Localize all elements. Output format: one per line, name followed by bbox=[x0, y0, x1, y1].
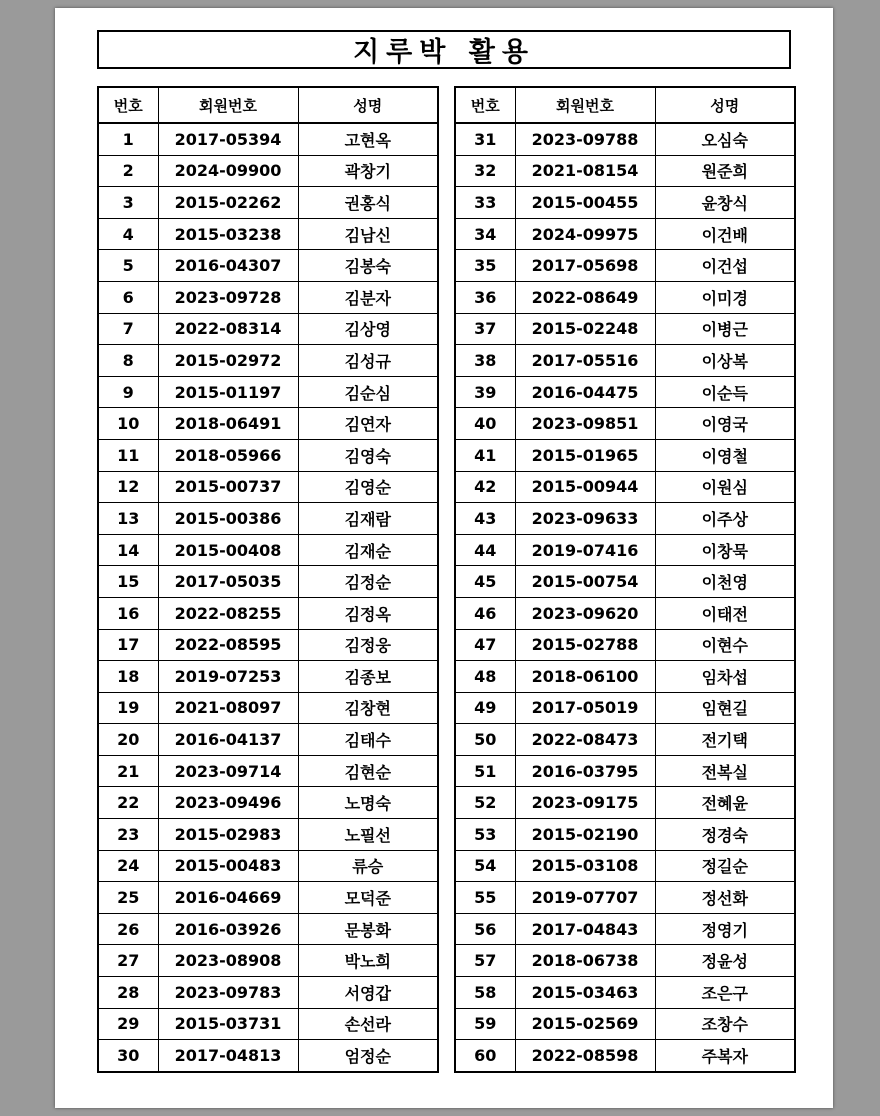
cell-number: 15 bbox=[98, 566, 158, 598]
cell-number: 10 bbox=[98, 408, 158, 440]
cell-name: 정영기 bbox=[655, 913, 795, 945]
table-row bbox=[455, 471, 795, 503]
table-row bbox=[455, 566, 795, 598]
member-table-right bbox=[454, 86, 796, 1073]
cell-number: 49 bbox=[455, 692, 515, 724]
table-row bbox=[455, 503, 795, 535]
cell-name: 김태수 bbox=[298, 724, 438, 756]
cell-member-id: 2015-02788 bbox=[515, 629, 655, 661]
cell-name: 이태전 bbox=[655, 597, 795, 629]
table-row bbox=[455, 187, 795, 219]
table-row bbox=[455, 439, 795, 471]
cell-number: 7 bbox=[98, 313, 158, 345]
cell-name: 정선화 bbox=[655, 882, 795, 914]
cell-number: 46 bbox=[455, 597, 515, 629]
cell-name: 윤창식 bbox=[655, 187, 795, 219]
cell-number: 18 bbox=[98, 661, 158, 693]
table-row bbox=[98, 882, 438, 914]
cell-number: 32 bbox=[455, 155, 515, 187]
cell-member-id: 2021-08154 bbox=[515, 155, 655, 187]
table-row bbox=[98, 534, 438, 566]
cell-number: 34 bbox=[455, 218, 515, 250]
cell-name: 임차섭 bbox=[655, 661, 795, 693]
cell-number: 6 bbox=[98, 281, 158, 313]
cell-name: 이상복 bbox=[655, 345, 795, 377]
header-name: 성명 bbox=[655, 87, 795, 123]
cell-number: 45 bbox=[455, 566, 515, 598]
cell-number: 38 bbox=[455, 345, 515, 377]
cell-member-id: 2023-09728 bbox=[158, 281, 298, 313]
cell-name: 노명숙 bbox=[298, 787, 438, 819]
table-row bbox=[455, 945, 795, 977]
cell-member-id: 2022-08649 bbox=[515, 281, 655, 313]
table-row bbox=[98, 661, 438, 693]
cell-member-id: 2015-02262 bbox=[158, 187, 298, 219]
cell-number: 53 bbox=[455, 819, 515, 851]
cell-number: 11 bbox=[98, 439, 158, 471]
cell-number: 59 bbox=[455, 1008, 515, 1040]
cell-name: 전혜윤 bbox=[655, 787, 795, 819]
table-row bbox=[98, 439, 438, 471]
cell-name: 이현수 bbox=[655, 629, 795, 661]
header-name: 성명 bbox=[298, 87, 438, 123]
cell-number: 44 bbox=[455, 534, 515, 566]
table-row bbox=[98, 597, 438, 629]
cell-number: 25 bbox=[98, 882, 158, 914]
member-table-left bbox=[97, 86, 439, 1073]
cell-name: 문봉화 bbox=[298, 913, 438, 945]
cell-number: 43 bbox=[455, 503, 515, 535]
table-row bbox=[455, 629, 795, 661]
cell-name: 이영국 bbox=[655, 408, 795, 440]
cell-name: 김분자 bbox=[298, 281, 438, 313]
cell-name: 이천영 bbox=[655, 566, 795, 598]
table-row bbox=[98, 155, 438, 187]
header-member-id: 회원번호 bbox=[515, 87, 655, 123]
table-row bbox=[455, 345, 795, 377]
cell-member-id: 2016-04475 bbox=[515, 376, 655, 408]
cell-member-id: 2018-06100 bbox=[515, 661, 655, 693]
cell-name: 이원심 bbox=[655, 471, 795, 503]
cell-name: 원준희 bbox=[655, 155, 795, 187]
table-row bbox=[455, 724, 795, 756]
cell-member-id: 2021-08097 bbox=[158, 692, 298, 724]
document-page bbox=[55, 8, 833, 1108]
cell-name: 노필선 bbox=[298, 819, 438, 851]
cell-member-id: 2015-01965 bbox=[515, 439, 655, 471]
cell-number: 24 bbox=[98, 850, 158, 882]
cell-number: 35 bbox=[455, 250, 515, 282]
cell-number: 31 bbox=[455, 123, 515, 155]
table-row bbox=[98, 376, 438, 408]
cell-name: 고현옥 bbox=[298, 123, 438, 155]
table-row bbox=[455, 1040, 795, 1072]
cell-name: 이건배 bbox=[655, 218, 795, 250]
cell-number: 50 bbox=[455, 724, 515, 756]
cell-member-id: 2017-05019 bbox=[515, 692, 655, 724]
cell-member-id: 2017-04843 bbox=[515, 913, 655, 945]
cell-number: 39 bbox=[455, 376, 515, 408]
cell-member-id: 2024-09975 bbox=[515, 218, 655, 250]
header-number: 번호 bbox=[455, 87, 515, 123]
cell-number: 28 bbox=[98, 977, 158, 1009]
cell-member-id: 2015-00408 bbox=[158, 534, 298, 566]
table-row bbox=[455, 250, 795, 282]
cell-name: 정윤성 bbox=[655, 945, 795, 977]
cell-name: 김영순 bbox=[298, 471, 438, 503]
cell-number: 56 bbox=[455, 913, 515, 945]
cell-member-id: 2017-05394 bbox=[158, 123, 298, 155]
cell-number: 19 bbox=[98, 692, 158, 724]
cell-name: 이순득 bbox=[655, 376, 795, 408]
cell-member-id: 2022-08595 bbox=[158, 629, 298, 661]
cell-member-id: 2015-02248 bbox=[515, 313, 655, 345]
cell-member-id: 2023-09714 bbox=[158, 755, 298, 787]
cell-number: 30 bbox=[98, 1040, 158, 1072]
table-row bbox=[455, 597, 795, 629]
table-row bbox=[98, 503, 438, 535]
cell-name: 엄정순 bbox=[298, 1040, 438, 1072]
cell-name: 김종보 bbox=[298, 661, 438, 693]
cell-member-id: 2017-05698 bbox=[515, 250, 655, 282]
table-row bbox=[98, 1040, 438, 1072]
cell-name: 김재순 bbox=[298, 534, 438, 566]
cell-number: 42 bbox=[455, 471, 515, 503]
table-row bbox=[455, 913, 795, 945]
cell-name: 모덕준 bbox=[298, 882, 438, 914]
cell-number: 52 bbox=[455, 787, 515, 819]
cell-name: 김정웅 bbox=[298, 629, 438, 661]
cell-number: 37 bbox=[455, 313, 515, 345]
table-row bbox=[98, 1008, 438, 1040]
cell-name: 손선라 bbox=[298, 1008, 438, 1040]
cell-name: 서영갑 bbox=[298, 977, 438, 1009]
cell-name: 김순심 bbox=[298, 376, 438, 408]
cell-number: 20 bbox=[98, 724, 158, 756]
table-header-row bbox=[98, 87, 438, 123]
cell-number: 21 bbox=[98, 755, 158, 787]
cell-member-id: 2015-00754 bbox=[515, 566, 655, 598]
table-row bbox=[98, 787, 438, 819]
cell-number: 13 bbox=[98, 503, 158, 535]
table-row bbox=[98, 345, 438, 377]
cell-number: 57 bbox=[455, 945, 515, 977]
table-row bbox=[98, 724, 438, 756]
cell-number: 22 bbox=[98, 787, 158, 819]
cell-number: 4 bbox=[98, 218, 158, 250]
table-row bbox=[455, 218, 795, 250]
cell-name: 김연자 bbox=[298, 408, 438, 440]
cell-member-id: 2023-09851 bbox=[515, 408, 655, 440]
cell-member-id: 2015-03108 bbox=[515, 850, 655, 882]
cell-number: 41 bbox=[455, 439, 515, 471]
cell-name: 오심숙 bbox=[655, 123, 795, 155]
header-number: 번호 bbox=[98, 87, 158, 123]
cell-number: 29 bbox=[98, 1008, 158, 1040]
cell-name: 임현길 bbox=[655, 692, 795, 724]
cell-name: 박노희 bbox=[298, 945, 438, 977]
cell-member-id: 2019-07416 bbox=[515, 534, 655, 566]
cell-member-id: 2019-07253 bbox=[158, 661, 298, 693]
cell-number: 8 bbox=[98, 345, 158, 377]
cell-member-id: 2017-04813 bbox=[158, 1040, 298, 1072]
cell-member-id: 2015-02190 bbox=[515, 819, 655, 851]
cell-member-id: 2015-02972 bbox=[158, 345, 298, 377]
cell-number: 23 bbox=[98, 819, 158, 851]
cell-name: 김재람 bbox=[298, 503, 438, 535]
cell-member-id: 2023-09633 bbox=[515, 503, 655, 535]
table-row bbox=[98, 850, 438, 882]
table-row bbox=[455, 123, 795, 155]
table-row bbox=[98, 977, 438, 1009]
cell-number: 2 bbox=[98, 155, 158, 187]
table-row bbox=[98, 819, 438, 851]
cell-name: 이병근 bbox=[655, 313, 795, 345]
cell-name: 권홍식 bbox=[298, 187, 438, 219]
table-row bbox=[455, 1008, 795, 1040]
cell-member-id: 2016-03926 bbox=[158, 913, 298, 945]
cell-name: 정경숙 bbox=[655, 819, 795, 851]
cell-member-id: 2024-09900 bbox=[158, 155, 298, 187]
cell-member-id: 2015-03731 bbox=[158, 1008, 298, 1040]
cell-member-id: 2015-01197 bbox=[158, 376, 298, 408]
cell-member-id: 2015-00386 bbox=[158, 503, 298, 535]
table-row bbox=[455, 882, 795, 914]
cell-member-id: 2019-07707 bbox=[515, 882, 655, 914]
cell-member-id: 2023-08908 bbox=[158, 945, 298, 977]
cell-name: 정길순 bbox=[655, 850, 795, 882]
cell-member-id: 2023-09620 bbox=[515, 597, 655, 629]
cell-member-id: 2016-04137 bbox=[158, 724, 298, 756]
cell-name: 이창묵 bbox=[655, 534, 795, 566]
cell-member-id: 2023-09496 bbox=[158, 787, 298, 819]
table-row bbox=[98, 913, 438, 945]
cell-name: 김남신 bbox=[298, 218, 438, 250]
cell-number: 40 bbox=[455, 408, 515, 440]
cell-member-id: 2023-09175 bbox=[515, 787, 655, 819]
cell-number: 14 bbox=[98, 534, 158, 566]
table-row bbox=[455, 819, 795, 851]
cell-name: 조창수 bbox=[655, 1008, 795, 1040]
cell-number: 60 bbox=[455, 1040, 515, 1072]
table-row bbox=[455, 313, 795, 345]
cell-number: 9 bbox=[98, 376, 158, 408]
cell-member-id: 2018-06491 bbox=[158, 408, 298, 440]
table-header-row bbox=[455, 87, 795, 123]
cell-number: 48 bbox=[455, 661, 515, 693]
table-row bbox=[98, 755, 438, 787]
table-row bbox=[455, 281, 795, 313]
cell-name: 김상영 bbox=[298, 313, 438, 345]
table-row bbox=[455, 155, 795, 187]
cell-number: 1 bbox=[98, 123, 158, 155]
table-row bbox=[98, 313, 438, 345]
cell-number: 16 bbox=[98, 597, 158, 629]
cell-name: 이주상 bbox=[655, 503, 795, 535]
cell-name: 김창현 bbox=[298, 692, 438, 724]
table-row bbox=[98, 566, 438, 598]
table-row bbox=[98, 408, 438, 440]
table-row bbox=[455, 534, 795, 566]
cell-number: 27 bbox=[98, 945, 158, 977]
cell-number: 55 bbox=[455, 882, 515, 914]
table-row bbox=[455, 376, 795, 408]
table-row bbox=[455, 755, 795, 787]
table-row bbox=[98, 250, 438, 282]
cell-number: 47 bbox=[455, 629, 515, 661]
cell-member-id: 2017-05516 bbox=[515, 345, 655, 377]
table-row bbox=[98, 123, 438, 155]
cell-name: 김성규 bbox=[298, 345, 438, 377]
table-row bbox=[98, 218, 438, 250]
page-title: 지루박 활용 bbox=[97, 30, 791, 69]
cell-name: 김정순 bbox=[298, 566, 438, 598]
cell-name: 이영철 bbox=[655, 439, 795, 471]
table-row bbox=[98, 187, 438, 219]
cell-member-id: 2022-08473 bbox=[515, 724, 655, 756]
cell-member-id: 2022-08314 bbox=[158, 313, 298, 345]
table-row bbox=[98, 281, 438, 313]
cell-name: 김봉숙 bbox=[298, 250, 438, 282]
cell-name: 곽창기 bbox=[298, 155, 438, 187]
cell-name: 류승 bbox=[298, 850, 438, 882]
cell-member-id: 2016-04669 bbox=[158, 882, 298, 914]
table-row bbox=[455, 408, 795, 440]
cell-name: 이건섭 bbox=[655, 250, 795, 282]
cell-number: 5 bbox=[98, 250, 158, 282]
table-row bbox=[455, 977, 795, 1009]
cell-number: 12 bbox=[98, 471, 158, 503]
table-row bbox=[98, 629, 438, 661]
cell-member-id: 2018-05966 bbox=[158, 439, 298, 471]
cell-member-id: 2015-02569 bbox=[515, 1008, 655, 1040]
cell-member-id: 2015-03238 bbox=[158, 218, 298, 250]
cell-member-id: 2015-03463 bbox=[515, 977, 655, 1009]
cell-member-id: 2015-00944 bbox=[515, 471, 655, 503]
cell-name: 전기택 bbox=[655, 724, 795, 756]
cell-member-id: 2016-03795 bbox=[515, 755, 655, 787]
cell-member-id: 2016-04307 bbox=[158, 250, 298, 282]
table-row bbox=[455, 787, 795, 819]
cell-name: 전복실 bbox=[655, 755, 795, 787]
cell-member-id: 2015-00483 bbox=[158, 850, 298, 882]
table-row bbox=[98, 945, 438, 977]
cell-name: 김현순 bbox=[298, 755, 438, 787]
cell-name: 김영숙 bbox=[298, 439, 438, 471]
cell-member-id: 2023-09788 bbox=[515, 123, 655, 155]
cell-number: 36 bbox=[455, 281, 515, 313]
cell-name: 조은구 bbox=[655, 977, 795, 1009]
cell-number: 33 bbox=[455, 187, 515, 219]
table-row bbox=[98, 692, 438, 724]
cell-name: 김정옥 bbox=[298, 597, 438, 629]
cell-member-id: 2015-02983 bbox=[158, 819, 298, 851]
cell-number: 17 bbox=[98, 629, 158, 661]
table-row bbox=[455, 692, 795, 724]
table-row bbox=[455, 850, 795, 882]
cell-number: 51 bbox=[455, 755, 515, 787]
cell-member-id: 2023-09783 bbox=[158, 977, 298, 1009]
cell-number: 3 bbox=[98, 187, 158, 219]
cell-name: 이미경 bbox=[655, 281, 795, 313]
cell-member-id: 2015-00737 bbox=[158, 471, 298, 503]
cell-member-id: 2018-06738 bbox=[515, 945, 655, 977]
cell-member-id: 2015-00455 bbox=[515, 187, 655, 219]
cell-number: 26 bbox=[98, 913, 158, 945]
cell-member-id: 2022-08598 bbox=[515, 1040, 655, 1072]
cell-member-id: 2022-08255 bbox=[158, 597, 298, 629]
header-member-id: 회원번호 bbox=[158, 87, 298, 123]
table-row bbox=[455, 661, 795, 693]
table-row bbox=[98, 471, 438, 503]
cell-member-id: 2017-05035 bbox=[158, 566, 298, 598]
cell-name: 주복자 bbox=[655, 1040, 795, 1072]
cell-number: 58 bbox=[455, 977, 515, 1009]
cell-number: 54 bbox=[455, 850, 515, 882]
